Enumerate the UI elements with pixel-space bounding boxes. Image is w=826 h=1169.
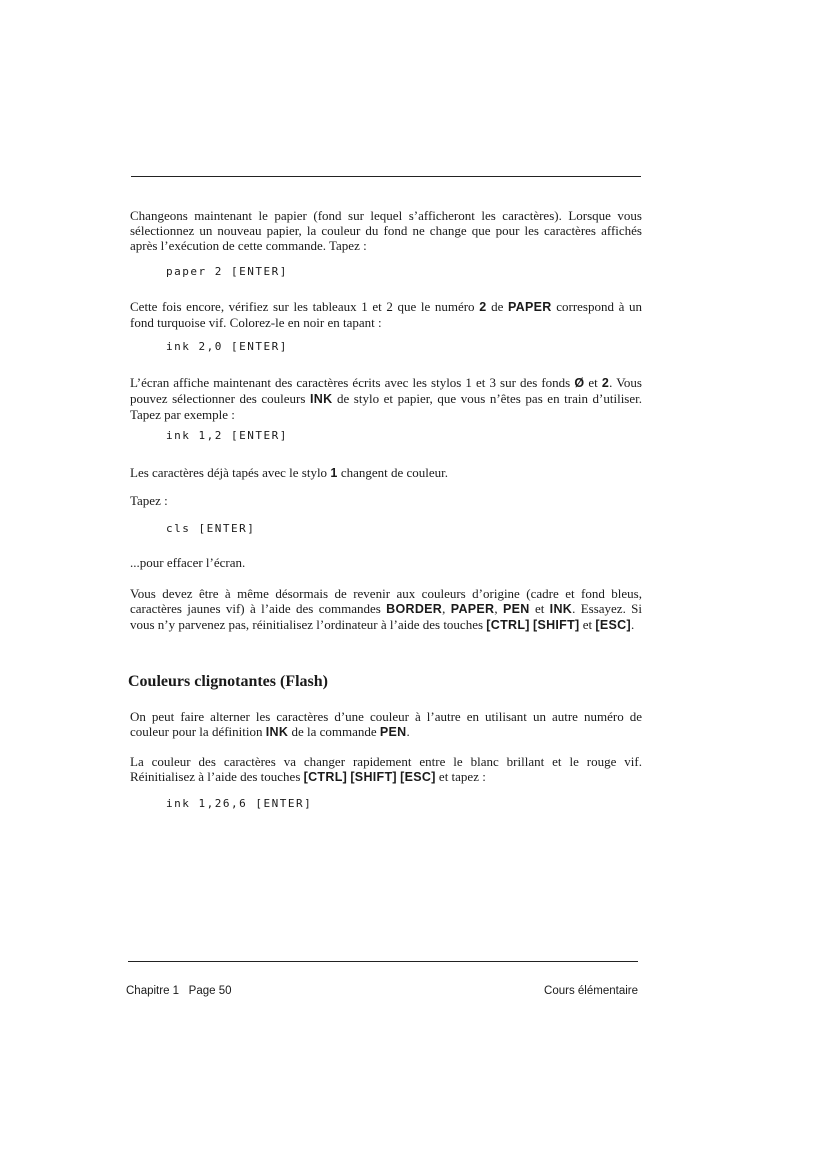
paragraph-color-change — [130, 465, 642, 481]
paragraph-flash-intro — [130, 709, 642, 740]
keyword: INK — [265, 725, 289, 739]
text-run: Les caractères déjà tapés avec le stylo — [130, 465, 331, 480]
text-run: , — [442, 601, 451, 616]
paragraph-restore-colors — [130, 586, 642, 633]
footer-chapter-page: Chapitre 1 Page 50 — [126, 985, 232, 997]
keyword: PEN — [379, 725, 407, 739]
paragraph-paper-check — [130, 299, 642, 330]
paragraph-screen-display — [130, 375, 642, 422]
command-paper: paper 2 [ENTER] — [166, 265, 288, 278]
text-run: correspond à un fond turquoise vif. Colorez-le en noir en tapant : — [130, 299, 642, 330]
text-run: de — [486, 299, 508, 314]
keyword: [CTRL] — [486, 618, 530, 632]
paragraph-paper-intro — [130, 208, 642, 253]
paragraph-flash-colors — [130, 754, 642, 785]
text-run: Vous devez être à même désormais de revenir aux couleurs d’origine (cadre et fond bleus, caractères jaunes vif) à l’aide des commandes — [130, 586, 642, 616]
text-run: ...pour effacer l’écran. — [130, 555, 246, 570]
keyword: [SHIFT] — [350, 770, 397, 784]
text-run: , — [494, 601, 503, 616]
text-run: de la commande — [288, 724, 380, 739]
keyword: [SHIFT] — [532, 618, 580, 632]
keyword: PEN — [502, 602, 530, 616]
text-run: On peut faire alterner les caractères d’une couleur à l’autre en utilisant un autre numéro de couleur pour la définition — [130, 709, 642, 739]
section-heading: Couleurs clignotantes (Flash) — [128, 673, 328, 690]
text-run: et — [529, 601, 550, 616]
command-ink-2-0: ink 2,0 [ENTER] — [166, 340, 288, 353]
keyword: INK — [309, 392, 333, 406]
text-run: et tapez : — [435, 769, 486, 784]
keyword: Ø — [574, 376, 585, 390]
footer-book-section: Cours élémentaire — [544, 985, 638, 997]
keyword: 2 — [479, 300, 487, 314]
text-run: . — [406, 724, 410, 739]
text-run: . — [630, 617, 635, 632]
text-run: L’écran affiche maintenant des caractères écrits avec les stylos 1 et 3 sur des fonds — [130, 375, 575, 390]
text-run: Tapez : — [130, 493, 168, 508]
text-run: et — [579, 617, 596, 632]
text-run: . Vous pouvez sélectionner des couleurs — [130, 375, 642, 406]
keyword: PAPER — [507, 300, 552, 314]
command-cls: cls [ENTER] — [166, 522, 256, 535]
paragraph-clear-screen — [130, 555, 642, 570]
command-ink-1-2: ink 1,2 [ENTER] — [166, 429, 288, 442]
text-run: La couleur des caractères va changer rapidement entre le blanc brillant et le rouge vif. Réinitialisez à l’aide des touches — [130, 754, 642, 784]
paragraph-tapez — [130, 493, 642, 508]
text-run: . Essayez. Si vous n’y parvenez pas, réinitialisez l’ordinateur à l’aide des touches — [130, 601, 643, 632]
header-rule — [131, 176, 641, 177]
text-run: de stylo et papier, que vous n’êtes pas en train d’utiliser. Tapez par exemple : — [130, 391, 642, 422]
keyword: BORDER — [386, 602, 443, 616]
keyword: [ESC] — [595, 618, 631, 632]
keyword: 1 — [330, 466, 338, 480]
text-run: Cette fois encore, vérifiez sur les tableaux 1 et 2 que le numéro — [130, 299, 480, 314]
footer-rule — [128, 961, 638, 962]
text-run: Changeons maintenant le papier (fond sur lequel s’afficheront les caractères). Lorsque vous sélectionnez un nouveau papier, la couleur du fond ne change que pour les caractères affichés après l’exécution de cette commande. Tapez : — [130, 208, 642, 253]
keyword: 2 — [601, 376, 610, 390]
text-run: et — [584, 375, 602, 390]
text-run: changent de couleur. — [337, 465, 449, 480]
keyword: [ESC] — [400, 770, 436, 784]
keyword: PAPER — [450, 602, 495, 616]
keyword: [CTRL] — [303, 770, 348, 784]
keyword: INK — [549, 602, 573, 616]
command-ink-flash: ink 1,26,6 [ENTER] — [166, 797, 313, 810]
